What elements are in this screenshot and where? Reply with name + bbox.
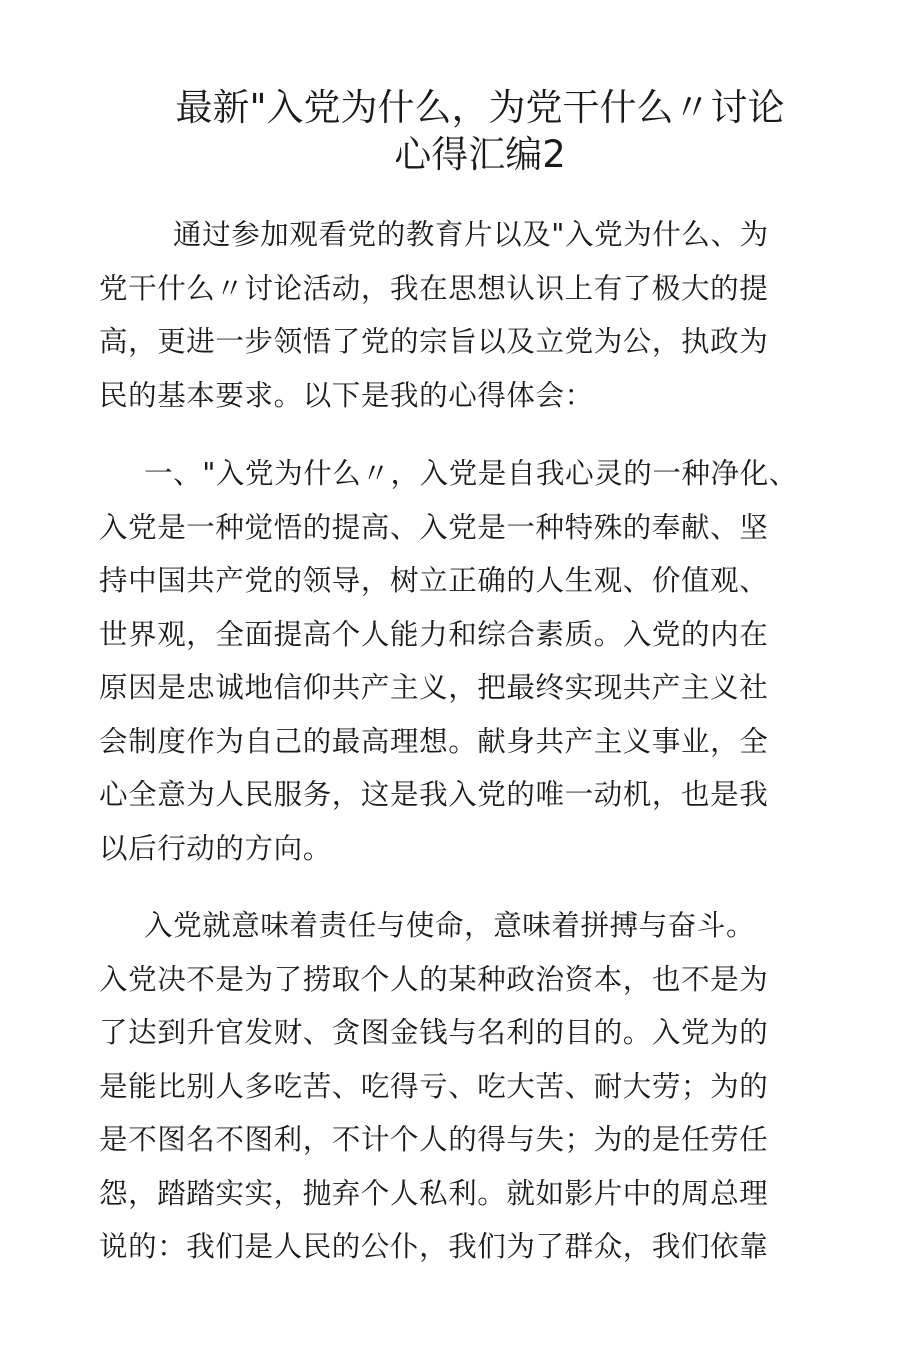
text-line: 民的基本要求。以下是我的心得体会：	[99, 378, 594, 412]
text-line: 了达到升官发财、贪图金钱与名利的目的。入党为的	[99, 1016, 769, 1049]
paragraph-responsibility	[99, 899, 819, 1274]
text-line: 心全意为人民服务，这是我入党的唯一动机，也是我	[99, 778, 769, 811]
text-line: 是不图名不图利，不计个人的得与失；为的是任劳任	[99, 1123, 769, 1156]
text-line: 入党决不是为了捞取个人的某种政治资本，也不是为	[99, 962, 769, 996]
text-line: 以后行动的方向。	[99, 831, 332, 865]
text-line: 高，更进一步领悟了党的宗旨以及立党为公，执政为	[99, 325, 769, 358]
paragraph-intro	[99, 208, 819, 422]
text-line: 通过参加观看党的教育片以及"入党为什么、为	[173, 218, 769, 251]
text-line: 一、"入党为什么〃，入党是自我心灵的一种净化、	[144, 457, 798, 490]
text-line: 入党是一种觉悟的提高、入党是一种特殊的奉献、坚	[99, 510, 769, 544]
document-title	[100, 84, 860, 178]
paragraph-section-one	[99, 447, 819, 875]
text-line: 党干什么〃讨论活动，我在思想认识上有了极大的提	[99, 271, 769, 305]
text-line: 原因是忠诚地信仰共产主义，把最终实现共产主义社	[99, 671, 769, 704]
title-line: 心得汇编2	[394, 133, 566, 176]
text-line: 世界观，全面提高个人能力和综合素质。入党的内在	[99, 617, 769, 651]
text-line: 持中国共产党的领导，树立正确的人生观、价值观、	[99, 564, 769, 597]
title-line: 最新"入党为什么，为党干什么〃讨论	[175, 86, 785, 129]
text-line: 说的：我们是人民的公仆，我们为了群众，我们依靠	[99, 1230, 769, 1263]
text-line: 入党就意味着责任与使命，意味着拼搏与奋斗。	[144, 909, 756, 942]
text-line: 是能比别人多吃苦、吃得亏、吃大苦、耐大劳；为的	[99, 1069, 769, 1103]
text-line: 怨，踏踏实实，抛弃个人私利。就如影片中的周总理	[99, 1176, 769, 1210]
text-line: 会制度作为自己的最高理想。献身共产主义事业，全	[99, 724, 769, 758]
